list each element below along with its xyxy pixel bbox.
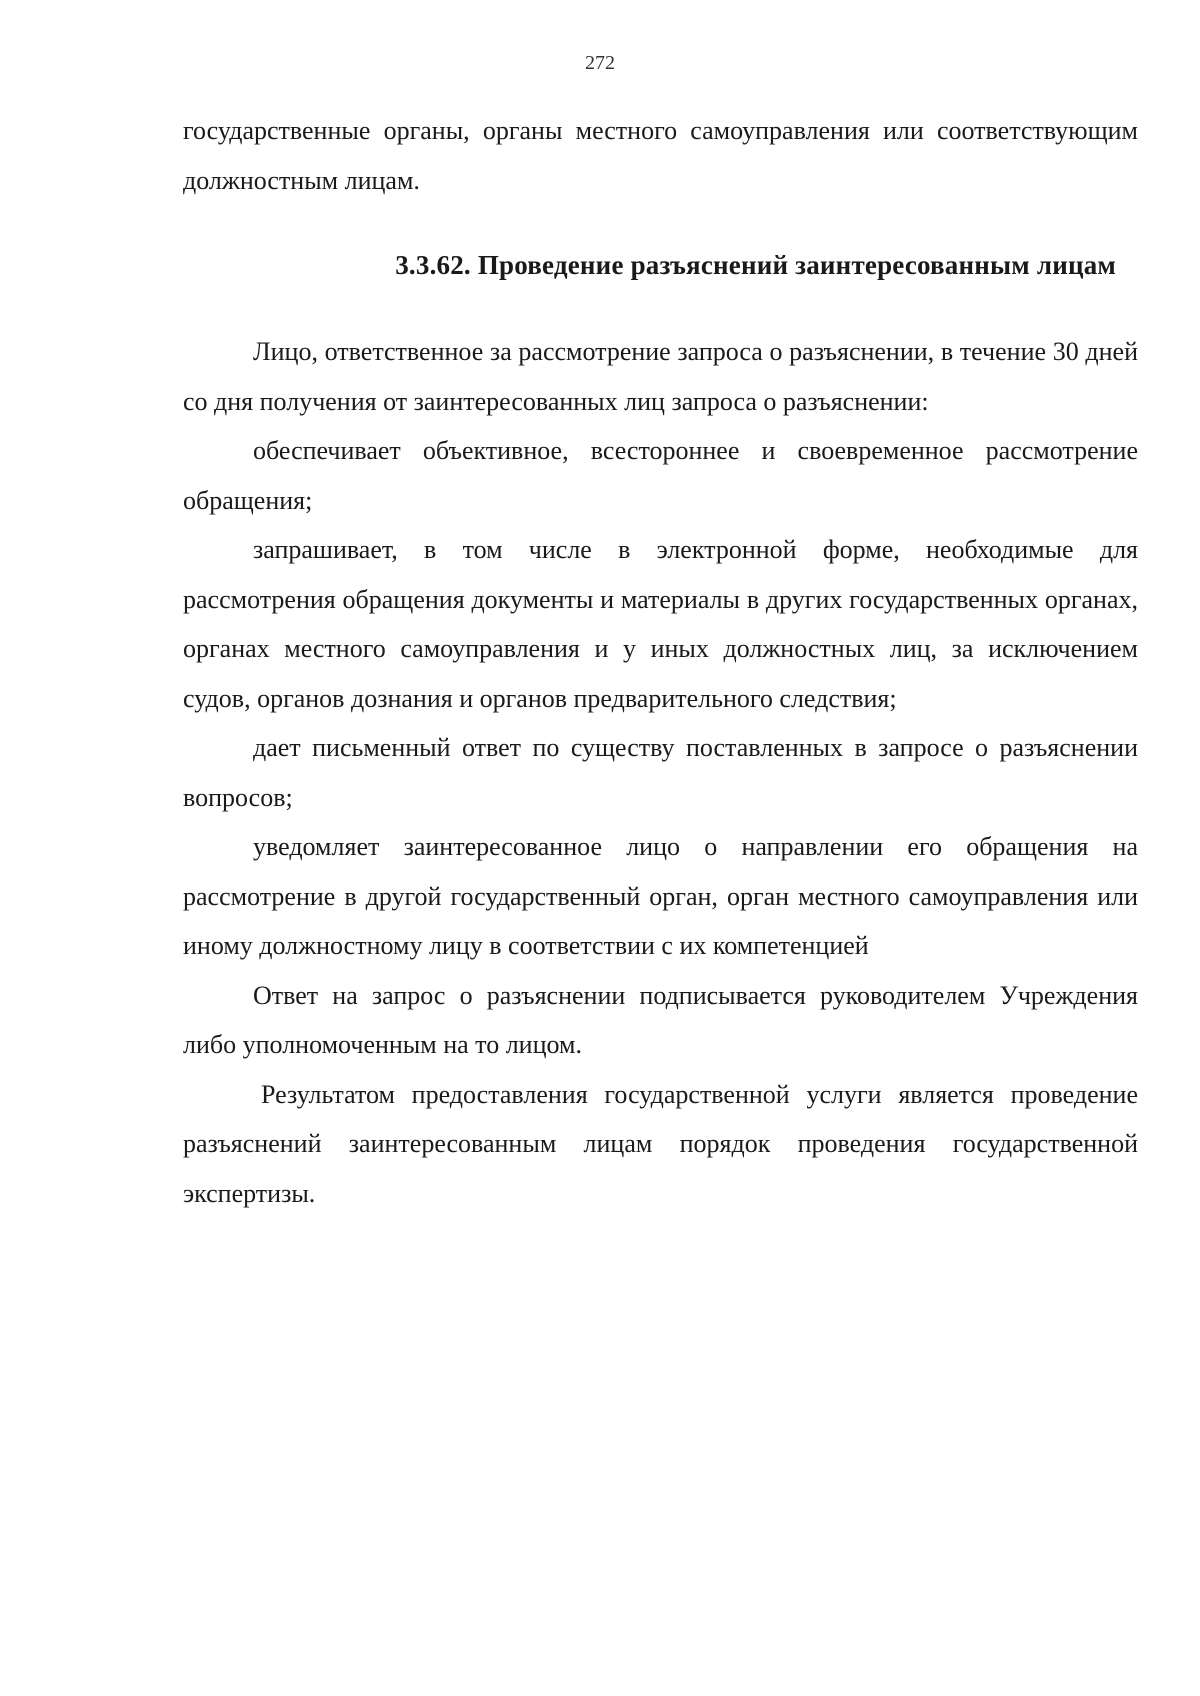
paragraph-responsible-person: Лицо, ответственное за рассмотрение запроса о разъяснении, в течение 30 дней со дня получения от заинтересованных лиц запроса о разъяснении: [183,337,1138,416]
paragraph-written-answer: дает письменный ответ по существу поставленных в запросе о разъяснении вопросов; [183,733,1138,812]
paragraph-requests-documents: запрашивает, в том числе в электронной форме, необходимые для рассмотрения обращения документы и материалы в других государственных органах, органах местного самоуправления и у иных должностных лиц, за исключением судов, органов дознания и органов предварительного следствия; [183,535,1138,713]
paragraph-answer-signature: Ответ на запрос о разъяснении подписывается руководителем Учреждения либо уполномоченным на то лицом. [183,980,1138,1059]
paragraph-ensures-review: обеспечивает объективное, всестороннее и своевременное рассмотрение обращения; [183,436,1138,515]
paragraph-service-result: Результатом предоставления государственной услуги является проведение разъяснений заинтересованным лицам порядок проведения государственной экспертизы. [183,1079,1138,1208]
document-body [183,106,1138,1218]
page-number: 272 [585,52,615,74]
paragraph-notifies-redirect: уведомляет заинтересованное лицо о направлении его обращения на рассмотрение в другой государственный орган, орган местного самоуправления или иному должностному лицу в соответствии с их компетенцией [183,832,1138,960]
section-heading: 3.3.62. Проведение разъяснений заинтересованным лицам [395,250,1116,280]
continuation-paragraph: государственные органы, органы местного самоуправления или соответствующим должностным лицам. [183,116,1138,195]
